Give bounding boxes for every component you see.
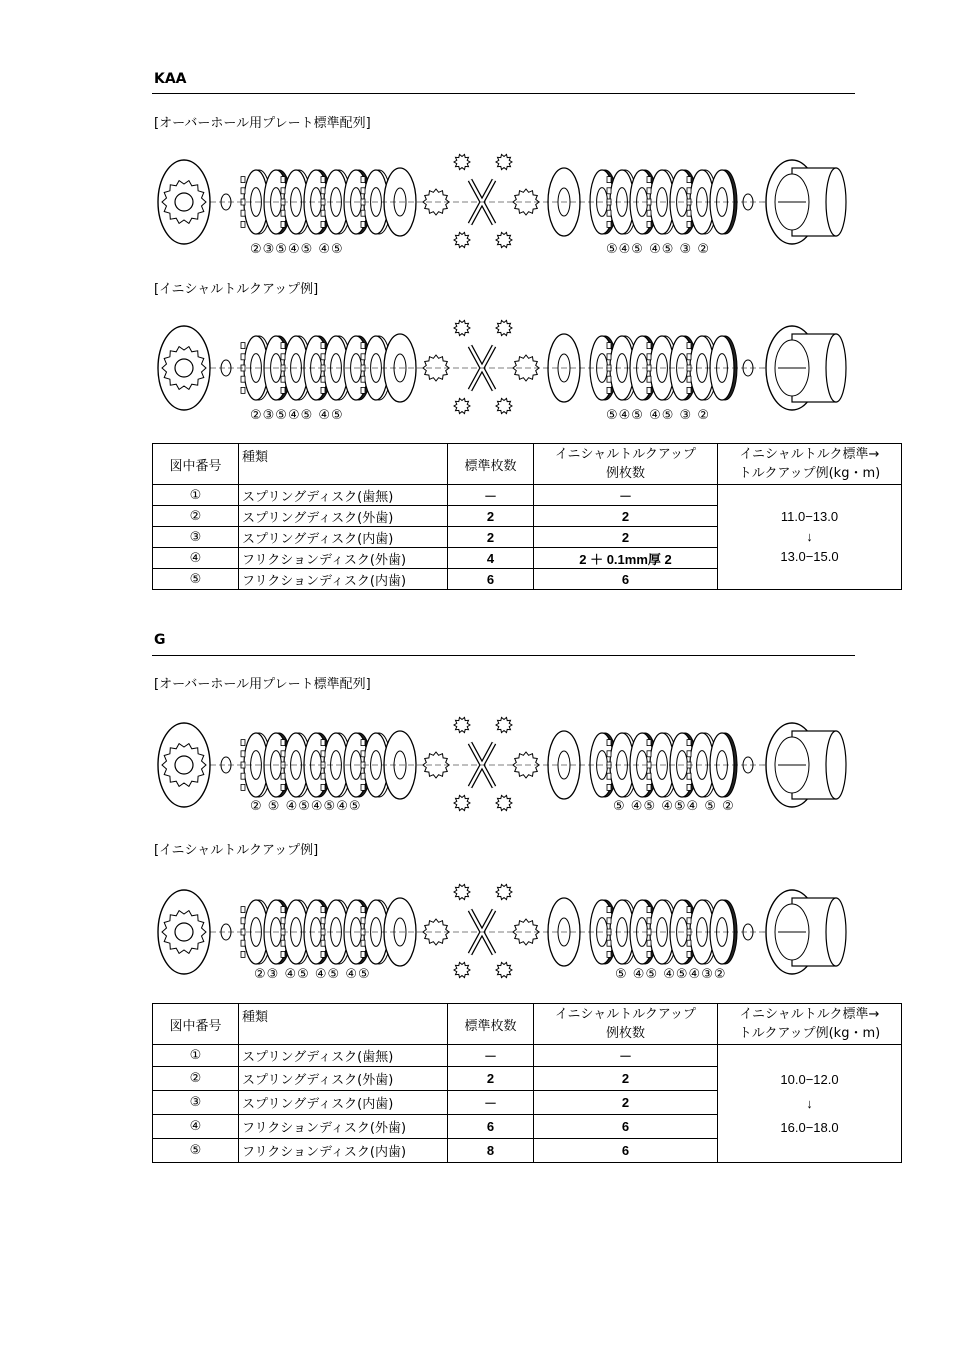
plate-tab [241,188,245,194]
plate-tab [687,188,691,194]
col-header-torque: イニシャルトルク標準→ トルクアップ例(kg・m) [718,444,902,485]
overhaul-caption: [オーバーホール用プレート標準配列] [154,116,371,131]
plate-tab [321,907,325,913]
row-standard: 4 [448,548,534,569]
plate-tab [361,907,365,913]
col-header-type: 種類 [239,444,448,485]
initial-right-numbers: ⑤④⑤ ④⑤ ③ ② [606,408,710,423]
row-example: 2 [534,506,718,527]
plate-tab [687,177,691,183]
pinion-gear [496,795,512,810]
plate-tab [607,751,611,757]
plate-tab [687,951,691,957]
plate-tab [321,221,325,227]
row-standard: 8 [448,1139,534,1163]
plate-tab [241,784,245,790]
plate-tab [281,740,285,746]
overhaul-assembly-diagram [152,713,862,813]
plate-tab [321,210,325,216]
right-case-end [826,898,846,966]
plate-tab [281,376,285,382]
plate-tab [281,354,285,360]
torque-cell [718,485,902,590]
plate-tab [281,951,285,957]
plate-tab [321,773,325,779]
overhaul-left-numbers: ②③⑤④⑤ ④⑤ [250,242,344,257]
plate-tab [607,907,611,913]
row-standard: － [448,1091,534,1115]
plate-tab [687,918,691,924]
left-case-hub [175,756,193,774]
table-header-row [153,444,902,485]
initial-torque-caption: [イニシャルトルクアップ例] [154,282,319,297]
right-case-end [826,168,846,236]
initial-left-numbers: ②③⑤④⑤ ④⑤ [250,408,344,423]
plate-tab [241,354,245,360]
plate-tab [361,751,365,757]
plate-tab [241,221,245,227]
plate-tab [281,221,285,227]
plate-tab [321,177,325,183]
col-header-example: イニシャルトルクアップ 例枚数 [534,1004,718,1045]
plate-tab [281,773,285,779]
plate-tab [647,177,651,183]
row-example: 2 [534,1091,718,1115]
row-example: 6 [534,1139,718,1163]
col-header-torque: イニシャルトルク標準→ トルクアップ例(kg・m) [718,1004,902,1045]
plate-tab [647,387,651,393]
col-header-standard: 標準枚数 [448,1004,534,1045]
plate-tab [687,773,691,779]
section-rule [152,93,855,94]
plate-tab [321,354,325,360]
section-title-g: G [154,632,166,648]
plate-tab [647,907,651,913]
pinion-gear [454,884,470,899]
plate-tab [647,784,651,790]
overhaul-right-numbers: ⑤ ④⑤ ④⑤④ ⑤ ② [613,799,735,814]
plate-tab [241,210,245,216]
pinion-gear [454,398,470,413]
plate-tab [647,918,651,924]
plate-tab [241,918,245,924]
plate-tab [687,784,691,790]
plate-tab [321,740,325,746]
plate-tab [687,376,691,382]
plate-tab [361,387,365,393]
row-type: スプリングディスク(内歯) [239,527,448,548]
plate-tab [361,784,365,790]
initial-torque-assembly-diagram [152,880,862,980]
row-example: － [534,1045,718,1067]
row-number: ① [153,485,239,506]
plate-tab [321,387,325,393]
table-header-row [153,1004,902,1045]
row-number: ⑤ [153,1139,239,1163]
plate-tab [361,740,365,746]
left-case-hub [175,359,193,377]
plate-tab [281,177,285,183]
torque-cell [718,1045,902,1163]
plate-tab [281,210,285,216]
plate-tab [361,376,365,382]
plate-tab [687,907,691,913]
section-rule [152,655,855,656]
torque-up: 16.0−18.0 [780,1119,839,1135]
plate-tab [241,376,245,382]
plate-tab [647,751,651,757]
left-case-hub [175,193,193,211]
plate-tab [361,940,365,946]
plate-tab [241,387,245,393]
spec-table-kaa [152,443,902,590]
plate-tab [361,918,365,924]
row-example: 6 [534,569,718,590]
pinion-gear [496,154,512,169]
row-standard: － [448,485,534,506]
row-standard: 2 [448,506,534,527]
overhaul-left-numbers: ② ⑤ ④⑤④⑤④⑤ [250,799,362,814]
row-number: ⑤ [153,569,239,590]
row-example: 2 ＋ 0.1mm厚 2 [534,548,718,569]
row-type: スプリングディスク(外歯) [239,506,448,527]
plate-tab [607,354,611,360]
plate-tab [281,751,285,757]
spec-table-g [152,1003,902,1163]
plate-tab [647,221,651,227]
plate-tab [647,740,651,746]
plate-tab [321,784,325,790]
section-title-kaa: KAA [154,71,187,87]
plate-tab [647,210,651,216]
pinion-gear [496,398,512,413]
overhaul-right-numbers: ⑤④⑤ ④⑤ ③ ② [606,242,710,257]
pinion-gear [454,962,470,977]
overhaul-assembly-diagram [152,150,862,250]
col-header-number: 図中番号 [153,444,239,485]
plate-tab [607,784,611,790]
plate-tab [281,940,285,946]
row-number: ② [153,506,239,527]
pinion-gear [496,717,512,732]
plate-tab [647,940,651,946]
row-number: ③ [153,527,239,548]
row-type: スプリングディスク(歯無) [239,485,448,506]
row-number: ① [153,1045,239,1067]
plate-tab [607,177,611,183]
torque-standard: 10.0−12.0 [780,1071,839,1087]
plate-tab [321,343,325,349]
col-header-standard: 標準枚数 [448,444,534,485]
col-header-example: イニシャルトルクアップ 例枚数 [534,444,718,485]
plate-tab [321,951,325,957]
initial-torque-caption: [イニシャルトルクアップ例] [154,843,319,858]
plate-tab [687,343,691,349]
plate-tab [241,177,245,183]
row-standard: 6 [448,1115,534,1139]
plate-tab [607,221,611,227]
plate-tab [607,773,611,779]
plate-tab [607,387,611,393]
row-example: 2 [534,1067,718,1091]
plate-tab [687,740,691,746]
row-standard: － [448,1045,534,1067]
pinion-gear [454,320,470,335]
plate-tab [647,354,651,360]
plate-tab [687,940,691,946]
right-case-end [826,334,846,402]
row-number: ② [153,1067,239,1091]
plate-tab [361,951,365,957]
plate-tab [281,907,285,913]
plate-tab [361,177,365,183]
col-header-type: 種類 [239,1004,448,1045]
row-example: 2 [534,527,718,548]
torque-up: 13.0−15.0 [780,549,839,564]
plate-tab [241,773,245,779]
plate-tab [241,951,245,957]
plate-tab [361,188,365,194]
initial-torque-assembly-diagram [152,316,862,416]
plate-tab [647,343,651,349]
pinion-gear [454,717,470,732]
row-example: － [534,485,718,506]
plate-tab [607,343,611,349]
plate-tab [687,210,691,216]
plate-tab [647,188,651,194]
plate-tab [607,951,611,957]
plate-tab [647,951,651,957]
plate-tab [361,210,365,216]
plate-tab [607,188,611,194]
plate-tab [281,387,285,393]
row-type: フリクションディスク(外歯) [239,1115,448,1139]
left-case-hub [175,923,193,941]
plate-tab [687,354,691,360]
pinion-gear [454,154,470,169]
row-number: ④ [153,548,239,569]
row-example: 6 [534,1115,718,1139]
plate-tab [241,740,245,746]
plate-tab [607,940,611,946]
row-standard: 6 [448,569,534,590]
plate-tab [241,751,245,757]
plate-tab [647,773,651,779]
torque-arrow: ↓ [806,1095,813,1111]
plate-tab [321,918,325,924]
overhaul-caption: [オーバーホール用プレート標準配列] [154,677,371,692]
pinion-gear [496,232,512,247]
table-row [153,485,902,506]
row-type: フリクションディスク(内歯) [239,1139,448,1163]
pinion-gear [496,884,512,899]
plate-tab [241,940,245,946]
row-type: フリクションディスク(内歯) [239,569,448,590]
plate-tab [281,918,285,924]
row-standard: 2 [448,1067,534,1091]
plate-tab [687,387,691,393]
plate-tab [607,376,611,382]
plate-tab [361,354,365,360]
plate-tab [647,376,651,382]
initial-left-numbers: ②③ ④⑤ ④⑤ ④⑤ [254,967,371,982]
plate-tab [687,751,691,757]
plate-tab [361,343,365,349]
plate-tab [321,751,325,757]
table-row [153,1045,902,1067]
row-type: スプリングディスク(外歯) [239,1067,448,1091]
plate-tab [241,343,245,349]
plate-tab [241,907,245,913]
plate-tab [281,188,285,194]
col-header-number: 図中番号 [153,1004,239,1045]
plate-tab [607,210,611,216]
torque-arrow: ↓ [806,529,813,544]
plate-tab [281,784,285,790]
row-type: スプリングディスク(歯無) [239,1045,448,1067]
pinion-gear [496,962,512,977]
initial-right-numbers: ⑤ ④⑤ ④⑤④③② [615,967,727,982]
plate-tab [607,918,611,924]
pinion-gear [496,320,512,335]
plate-tab [321,940,325,946]
plate-tab [607,740,611,746]
row-number: ③ [153,1091,239,1115]
plate-tab [321,188,325,194]
plate-tab [361,773,365,779]
row-standard: 2 [448,527,534,548]
torque-standard: 11.0−13.0 [780,509,839,524]
pinion-gear [454,795,470,810]
row-type: スプリングディスク(内歯) [239,1091,448,1115]
plate-tab [687,221,691,227]
plate-tab [321,376,325,382]
plate-tab [281,343,285,349]
row-type: フリクションディスク(外歯) [239,548,448,569]
row-number: ④ [153,1115,239,1139]
plate-tab [361,221,365,227]
pinion-gear [454,232,470,247]
right-case-end [826,731,846,799]
